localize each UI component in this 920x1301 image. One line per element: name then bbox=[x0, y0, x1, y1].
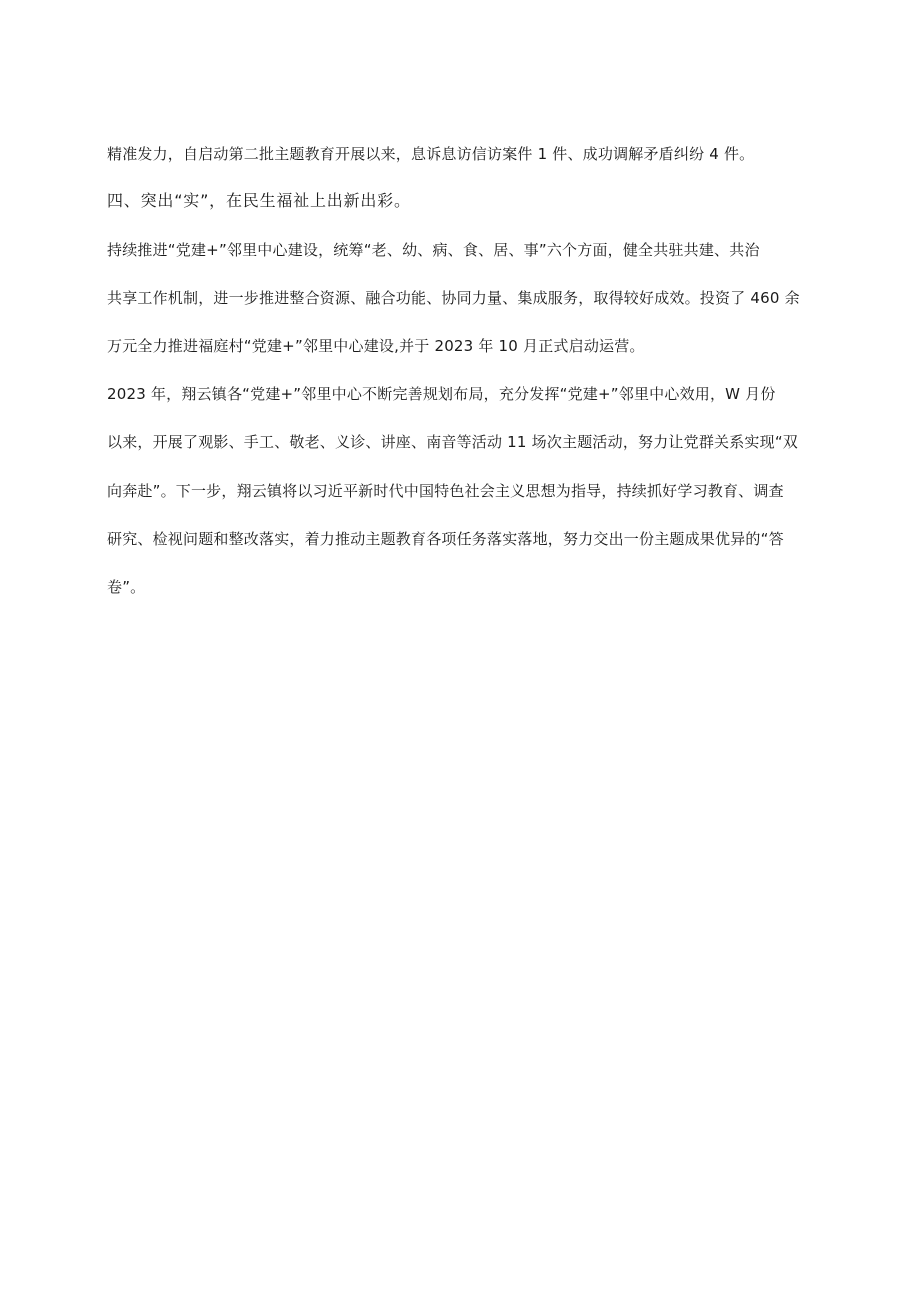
paragraph-line-9: 卷”。 bbox=[107, 578, 146, 596]
section-heading: 四、突出“实”，在民生福祉上出新出彩。 bbox=[107, 191, 411, 210]
paragraph-line-5: 2023 年，翔云镇各“党建+”邻里中心不断完善规划布局，充分发挥“党建+”邻里中心效用，W 月份 bbox=[107, 385, 776, 403]
paragraph-line-6: 以来，开展了观影、手工、敬老、义诊、讲座、南音等活动 11 场次主题活动，努力让党群关系实现“双 bbox=[107, 433, 798, 451]
paragraph-line-7: 向奔赴”。下一步，翔云镇将以习近平新时代中国特色社会主义思想为指导，持续抓好学习教育、调查 bbox=[107, 482, 784, 500]
paragraph-line-1: 精准发力，自启动第二批主题教育开展以来，息诉息访信访案件 1 件、成功调解矛盾纠纷 4 件。 bbox=[107, 145, 755, 163]
paragraph-line-8: 研究、检视问题和整改落实，着力推动主题教育各项任务落实落地，努力交出一份主题成果优异的“答 bbox=[107, 530, 784, 548]
paragraph-line-2: 持续推进“党建+”邻里中心建设，统筹“老、幼、病、食、居、事”六个方面，健全共驻共建、共治 bbox=[107, 241, 760, 259]
paragraph-line-3: 共享工作机制，进一步推进整合资源、融合功能、协同力量、集成服务，取得较好成效。投资了 460 余 bbox=[107, 289, 800, 307]
paragraph-line-4: 万元全力推进福庭村“党建+”邻里中心建设,并于 2023 年 10 月正式启动运营。 bbox=[107, 337, 645, 355]
